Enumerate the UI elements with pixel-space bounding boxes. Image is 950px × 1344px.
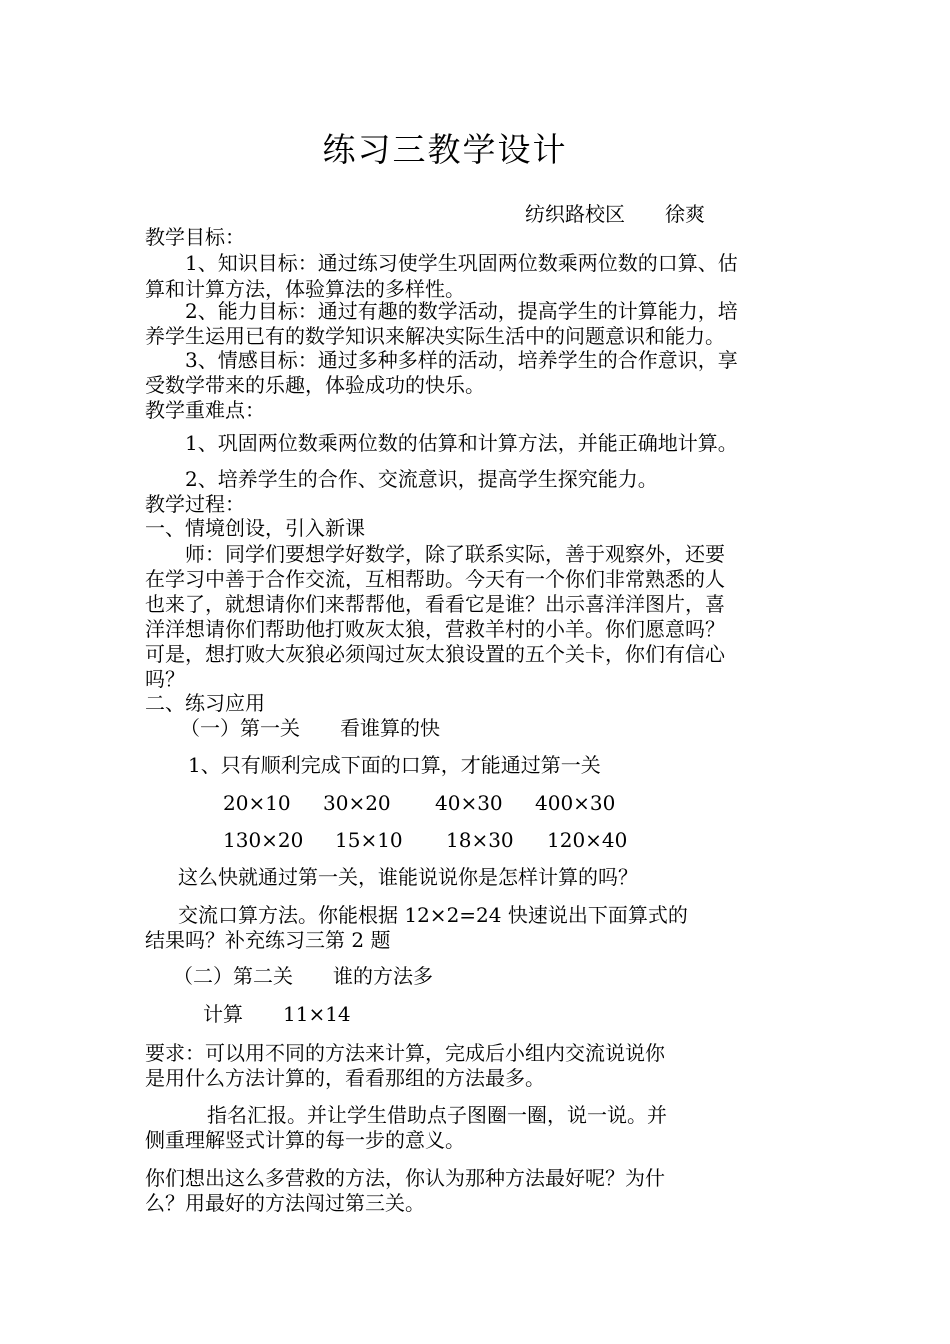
author-line: 纺织路校区 徐爽 [525,202,705,226]
paragraph-line: 3、情感目标：通过多种多样的活动，培养学生的合作意识，享 [145,348,738,372]
calc-item: 15×10 [335,828,403,852]
paragraph-line: 养学生运用已有的数学知识来解决实际生活中的问题意识和能力。 [145,324,725,348]
subsection-heading: （二）第二关 谁的方法多 [143,964,433,988]
section-heading: 一、情境创设，引入新课 [145,516,365,540]
calc-item: 40×30 [435,791,503,815]
paragraph-line: 可是，想打败大灰狼必须闯过灰太狼设置的五个关卡，你们有信心 [145,642,725,666]
paragraph-line: 结果吗？补充练习三第 2 题 [145,928,391,952]
paragraph-line: 也来了，就想请你们来帮帮他，看看它是谁？出示喜洋洋图片，喜 [145,592,725,616]
paragraph-line: 师：同学们要想学好数学，除了联系实际，善于观察外，还要 [145,542,725,566]
paragraph-line: 1、只有顺利完成下面的口算，才能通过第一关 [148,753,601,777]
calc-item: 20×10 [223,791,291,815]
calc-item: 30×20 [323,791,391,815]
paragraph-line: 侧重理解竖式计算的每一步的意义。 [145,1128,465,1152]
paragraph-line: 交流口算方法。你能根据 12×2=24 快速说出下面算式的 [138,903,688,927]
paragraph-line: 在学习中善于合作交流，互相帮助。今天有一个你们非常熟悉的人 [145,567,725,591]
calc-item: 18×30 [446,828,514,852]
paragraph-line: 2、培养学生的合作、交流意识，提高学生探究能力。 [145,467,658,491]
heading-process: 教学过程： [145,492,245,516]
paragraph-line: 受数学带来的乐趣，体验成功的快乐。 [145,373,485,397]
paragraph-line: 洋洋想请你们帮助他打败灰太狼，营救羊村的小羊。你们愿意吗？ [145,617,725,641]
paragraph-line: 是用什么方法计算的，看看那组的方法最多。 [145,1066,545,1090]
paragraph-line: 计算 11×14 [143,1002,351,1026]
paragraph-line: 这么快就通过第一关，谁能说说你是怎样计算的吗？ [138,865,638,889]
paragraph-line: 吗？ [145,667,185,691]
paragraph-line: 你们想出这么多营救的方法，你认为那种方法最好呢？为什 [145,1166,665,1190]
paragraph-line: 2、能力目标：通过有趣的数学活动，提高学生的计算能力，培 [145,299,738,323]
paragraph-line: 1、知识目标：通过练习使学生巩固两位数乘两位数的口算、估 [145,251,738,275]
subsection-heading: （一）第一关 看谁算的快 [150,716,440,740]
document-title: 练习三教学设计 [322,130,568,169]
paragraph-line: 要求：可以用不同的方法来计算，完成后小组内交流说说你 [145,1041,665,1065]
paragraph-line: 么？用最好的方法闯过第三关。 [145,1191,425,1215]
paragraph-line: 算和计算方法，体验算法的多样性。 [145,277,465,301]
section-heading: 二、练习应用 [145,691,265,715]
heading-key-points: 教学重难点： [145,398,265,422]
heading-objectives: 教学目标： [145,225,245,249]
calc-item: 130×20 [223,828,304,852]
paragraph-line: 1、巩固两位数乘两位数的估算和计算方法，并能正确地计算。 [145,431,738,455]
calc-item: 120×40 [547,828,628,852]
paragraph-line: 指名汇报。并让学生借助点子图圈一圈，说一说。并 [147,1103,667,1127]
calc-item: 400×30 [535,791,616,815]
